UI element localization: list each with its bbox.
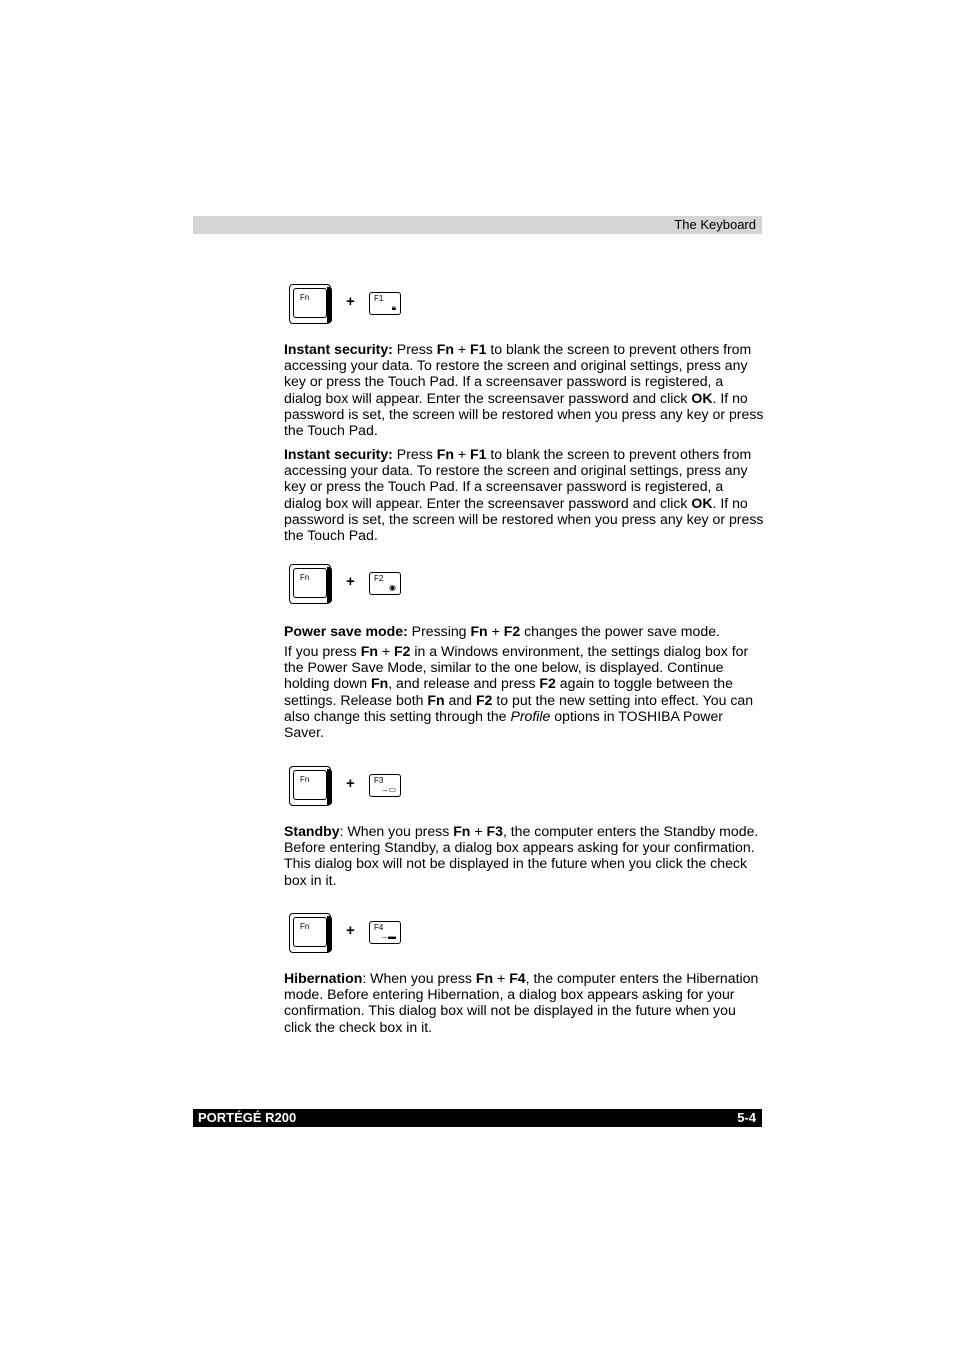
page-number: 5-4 — [737, 1110, 756, 1125]
plus-sign: + — [346, 573, 355, 590]
standby-paragraph: Standby: When you press Fn + F3, the computer enters the Standby mode. Before entering Standby, a dialog box appears asking for your confirmation. This dialog box will not be displayed in the future when you click the check box in it. — [284, 823, 759, 888]
f1-key — [369, 292, 401, 315]
power-save-details-paragraph: If you press Fn + F2 in a Windows environment, the settings dialog box for the Power Save Mode, similar to the one below, is displayed. Continue holding down Fn, and release and press F2 again to toggle between the settings. Release both Fn and F2 to put the new setting into effect. You can also change this setting through the Profile options in TOSHIBA Power Saver. — [284, 643, 754, 741]
fn-key — [289, 284, 331, 324]
f1-key-label: F1 — [374, 294, 384, 303]
lock-icon: 🔒︎ — [391, 303, 396, 312]
plus-sign: + — [346, 922, 355, 939]
f2-key-label: F2 — [374, 574, 384, 583]
f4-key-label: F4 — [374, 923, 384, 932]
fn-key-label: Fn — [300, 573, 310, 582]
instant-security-paragraph-2: Instant security: Press Fn + F1 to blank the screen to prevent others from accessing your data. To restore the screen and original settings, press any key or press the Touch Pad. If a screensaver password is registered, a dialog box will appear. Enter the screensaver password and click OK. If no password is set, the screen will be restored when you press any key or press the Touch Pad. — [284, 446, 764, 544]
power-save-paragraph: Power save mode: Pressing Fn + F2 changes the power save mode. — [284, 623, 720, 639]
key-combo-fn-f2 — [289, 564, 409, 608]
standby-icon: →▭ — [380, 785, 396, 794]
plus-sign: + — [346, 293, 355, 310]
header-bar — [193, 216, 762, 234]
instant-security-paragraph: Instant security: Press Fn + F1 to blank the screen to prevent others from accessing your data. To restore the screen and original settings, press any key or press the Touch Pad. If a screensaver password is registered, a dialog box will appear. Enter the screensaver password and click OK. If no password is set, the screen will be restored when you press any key or press the Touch Pad. — [284, 341, 764, 439]
hibernation-paragraph: Hibernation: When you press Fn + F4, the computer enters the Hibernation mode. Before entering Hibernation, a dialog box appears asking for your confirmation. This dialog box will not be displayed in the future when you click the check box in it. — [284, 970, 759, 1035]
fn-key-label: Fn — [300, 775, 310, 784]
key-combo-fn-f4 — [289, 913, 409, 957]
chapter-title: The Keyboard — [674, 217, 756, 232]
product-name: PORTÉGÉ R200 — [198, 1110, 297, 1125]
f2-key — [369, 572, 401, 595]
fn-key — [289, 766, 331, 806]
power-save-icon: ◉ — [389, 583, 396, 592]
fn-key-label: Fn — [300, 922, 310, 931]
fn-key-label: Fn — [300, 293, 310, 302]
key-combo-fn-f3 — [289, 766, 409, 810]
f3-key — [369, 774, 401, 797]
fn-key — [289, 913, 331, 953]
hibernate-icon: →▬ — [380, 932, 396, 941]
f4-key — [369, 921, 401, 944]
f3-key-label: F3 — [374, 776, 384, 785]
fn-key — [289, 564, 331, 604]
footer-bar — [193, 1109, 762, 1127]
key-combo-fn-f1 — [289, 284, 409, 328]
plus-sign: + — [346, 775, 355, 792]
